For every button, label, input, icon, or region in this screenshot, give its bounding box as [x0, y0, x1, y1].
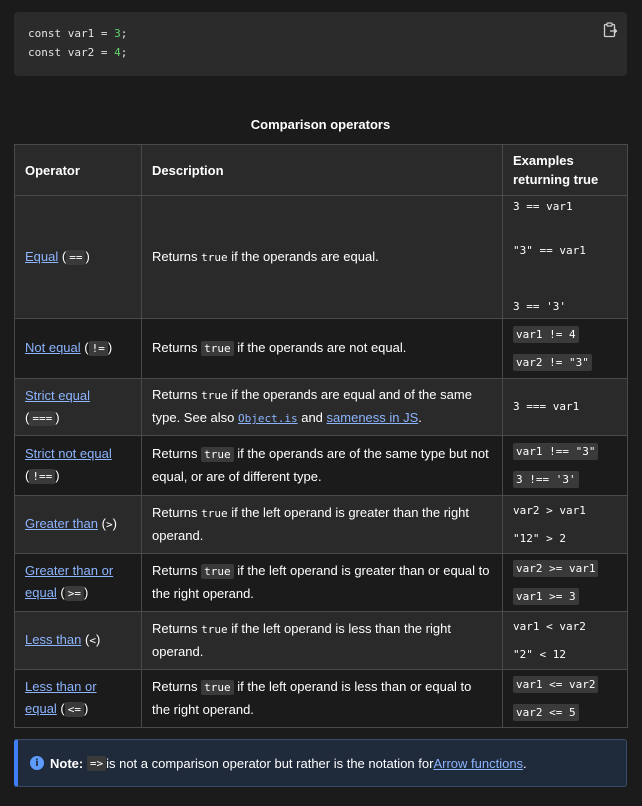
code-example-block [14, 12, 627, 76]
arrow-functions-link[interactable]: Arrow functions [433, 755, 524, 771]
table-row [15, 670, 628, 728]
copy-code-button[interactable] [601, 21, 619, 39]
operator-link-strict-not-equal[interactable]: Strict not equal [25, 446, 112, 461]
description-cell: Returns true if the operands are equal and of the same type. See also Object.is and sameness in JS. [142, 379, 503, 436]
examples-cell [503, 319, 628, 379]
sameness-link[interactable]: sameness in JS [326, 410, 419, 425]
operator-symbol: < [89, 634, 96, 647]
example-code: 3 == var1 [513, 200, 573, 213]
example-code: var2 != "3" [513, 354, 592, 371]
operator-link-less-than[interactable]: Less than [25, 632, 82, 647]
operator-cell: Equal ( == ) [15, 196, 142, 319]
table-row [15, 436, 628, 496]
example-code: var1 < var2 [513, 619, 586, 633]
description-cell: Returns true if the left operand is less than or equal to the right operand. [142, 670, 503, 728]
note-text: is not a comparison operator but rather is the notation for [106, 755, 434, 771]
table-row [15, 496, 628, 554]
example-code: var2 <= 5 [513, 704, 579, 721]
operator-cell: Strict equal ( === ) [15, 379, 142, 436]
operator-link-equal[interactable]: Equal [25, 248, 59, 264]
table-row [15, 612, 628, 670]
operator-symbol: != [89, 341, 108, 356]
example-code: var1 !== "3" [513, 443, 598, 460]
operator-cell: Less than (<) [15, 612, 142, 670]
header-operator: Operator [15, 145, 142, 196]
note-label: Note: [50, 755, 84, 771]
operator-link-not-equal[interactable]: Not equal [25, 340, 81, 355]
description-cell: Returns true if the left operand is greater than or equal to the right operand. [142, 554, 503, 612]
example-code: 3 == '3' [513, 300, 566, 313]
clipboard-icon [603, 22, 618, 38]
operator-symbol: >= [65, 586, 84, 601]
example-code: var1 <= var2 [513, 676, 598, 693]
operator-symbol: === [29, 411, 55, 426]
description-cell: Returns true if the operands are equal. [142, 196, 503, 319]
example-code: "12" > 2 [513, 531, 566, 545]
table-row [15, 319, 628, 379]
example-code: 3 !== '3' [513, 471, 579, 488]
examples-cell [503, 554, 628, 612]
examples-cell [503, 670, 628, 728]
description-cell: Returns true if the operands are not equal. [142, 319, 503, 379]
operator-symbol: == [66, 250, 85, 265]
note-code: => [87, 756, 106, 771]
operator-link-greater-than[interactable]: Greater than [25, 516, 98, 531]
object-is-link[interactable]: Object.is [238, 412, 298, 425]
examples-cell [503, 379, 628, 436]
example-code: 3 === var1 [513, 400, 580, 413]
table-row [15, 554, 628, 612]
example-code: var1 >= 3 [513, 588, 579, 605]
table-caption: Comparison operators [250, 117, 391, 132]
operator-cell: Less than or equal ( <= ) [15, 670, 142, 728]
operator-link-less-than-or-equal[interactable]: Less than or equal [25, 679, 97, 716]
table-header-row [15, 145, 628, 196]
examples-cell [503, 496, 628, 554]
example-code: var1 != 4 [513, 326, 579, 343]
comparison-operators-table [14, 144, 628, 728]
code-line-2: const var2 = 4; [28, 46, 128, 59]
description-cell: Returns true if the left operand is less than the right operand. [142, 612, 503, 670]
examples-cell [503, 612, 628, 670]
example-code: "3" == var1 [513, 244, 586, 257]
info-icon: i [30, 756, 44, 770]
operator-symbol: > [105, 518, 113, 531]
header-examples: Examples returning true [503, 145, 628, 196]
operator-symbol: !== [29, 469, 55, 484]
operator-link-greater-than-or-equal[interactable]: Greater than or equal [25, 563, 114, 600]
description-cell: Returns true if the operands are of the same type but not equal, or are of different type. [142, 436, 503, 496]
examples-cell [503, 436, 628, 496]
operator-cell: Greater than or equal ( >= ) [15, 554, 142, 612]
description-cell: Returns true if the left operand is greater than the right operand. [142, 496, 503, 554]
example-code: var2 > var1 [513, 503, 586, 517]
examples-cell [503, 196, 628, 319]
note-callout: i Note: => is not a comparison operator but rather is the notation for Arrow functions . [14, 739, 627, 787]
code-line-1: const var1 = 3; [28, 27, 128, 40]
table-row [15, 196, 628, 319]
example-code: var2 >= var1 [513, 560, 598, 577]
operator-link-strict-equal[interactable]: Strict equal [25, 387, 91, 403]
table-row [15, 379, 628, 436]
operator-symbol: <= [65, 702, 84, 717]
operator-cell: Not equal ( != ) [15, 319, 142, 379]
operator-cell: Strict not equal ( !== ) [15, 436, 142, 496]
example-code: "2" < 12 [513, 647, 566, 661]
header-description: Description [142, 145, 503, 196]
operator-cell: Greater than (>) [15, 496, 142, 554]
